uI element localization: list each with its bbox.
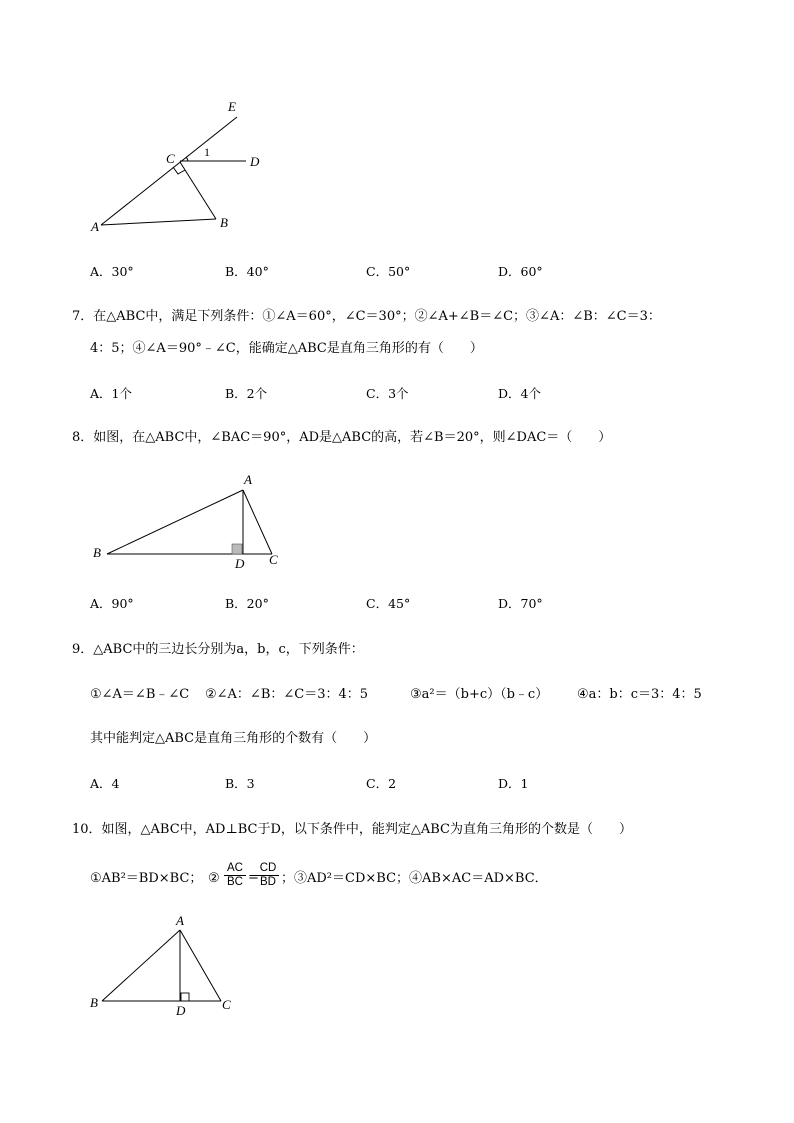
figure-q6	[80, 95, 280, 240]
segment-a-b	[101, 219, 216, 225]
q9-option-c: C．2	[366, 776, 397, 791]
fraction-ac-bc	[224, 862, 246, 889]
q9-option-d: D．1	[498, 776, 529, 791]
line-a-e	[101, 117, 237, 225]
label-1: 1	[204, 145, 210, 159]
label-d: D	[235, 556, 245, 571]
q10-stem: 10．如图，△ABC中，AD⊥BC于D，以下条件中，能判定△ABC为直角三角形的个数是（ ）	[72, 822, 632, 837]
label-c: C	[166, 151, 175, 166]
label-b: B	[93, 545, 101, 560]
label-e: E	[228, 99, 236, 114]
right-angle-mark	[181, 993, 189, 1001]
label-c: C	[269, 552, 278, 567]
q6-option-b: B．40°	[225, 264, 269, 279]
q8-option-d: D．70°	[498, 596, 543, 611]
q7-option-b: B．2个	[225, 386, 268, 401]
fraction-numerator: CD	[257, 862, 279, 876]
q9-option-b: B．3	[225, 776, 255, 791]
fraction-denominator: BD	[260, 876, 276, 888]
q9-stem: 9．△ABC中的三边长分别为a，b，c，下列条件：	[72, 642, 364, 657]
q6-option-c: C．50°	[366, 264, 411, 279]
fraction-equals: =	[248, 870, 259, 885]
q7-stem-line2: 4：5；④∠A＝90°﹣∠C，能确定△ABC是直角三角形的有（ ）	[90, 341, 483, 356]
segment-c-b	[180, 162, 216, 219]
right-angle-mark	[173, 167, 185, 174]
segment-b-a	[107, 490, 243, 554]
q9-question: 其中能判定△ABC是直角三角形的个数有（ ）	[90, 731, 377, 746]
q7-option-d: D．4个	[498, 386, 541, 401]
q8-stem: 8．如图，在△ABC中，∠BAC＝90°，AD是△ABC的高，若∠B＝20°，则∠DAC＝（ ）	[72, 430, 612, 445]
q9-condition-4: ④a：b：c＝3：4：5	[577, 687, 702, 702]
q9-condition-3: ③a²＝（b+c）（b﹣c）	[410, 687, 549, 702]
q8-option-c: C．45°	[366, 596, 411, 611]
q8-option-a: A．90°	[90, 596, 134, 611]
figure-q8	[85, 468, 295, 573]
q7-stem-line1: 7．在△ABC中，满足下列条件：①∠A＝60°，∠C＝30°；②∠A+∠B＝∠C；③∠A：∠B：∠C＝3：	[72, 309, 661, 324]
fraction-denominator: BC	[227, 876, 243, 888]
q10-condition-1: ①AB²＝BD×BC；	[90, 871, 203, 886]
fraction-numerator: AC	[224, 862, 246, 876]
segment-a-c	[180, 930, 221, 1001]
q8-option-b: B．20°	[225, 596, 269, 611]
label-a: A	[176, 913, 184, 928]
label-d: D	[250, 154, 260, 169]
label-d: D	[176, 1003, 186, 1018]
q9-condition-1: ①∠A＝∠B﹣∠C	[90, 687, 190, 702]
label-b: B	[220, 215, 228, 230]
label-a: A	[244, 472, 252, 487]
segment-b-a	[102, 930, 180, 1001]
q9-condition-2: ②∠A：∠B：∠C＝3：4：5	[205, 687, 369, 702]
q6-option-a: A．30°	[90, 264, 134, 279]
label-b: B	[90, 995, 98, 1010]
q10-condition-2-prefix: ②	[208, 871, 220, 886]
q7-option-a: A．1个	[90, 386, 132, 401]
segment-a-c	[243, 490, 272, 554]
label-c: C	[222, 997, 231, 1012]
right-angle-mark	[232, 544, 242, 554]
q7-option-c: C．3个	[366, 386, 409, 401]
q10-conditions-rest: ；③AD²＝CD×BC；④AB×AC＝AD×BC．	[281, 871, 548, 886]
figure-q10	[80, 912, 250, 1022]
q6-option-d: D．60°	[498, 264, 543, 279]
angle-1-arc	[186, 157, 188, 161]
fraction-cd-bd	[257, 862, 279, 889]
q9-option-a: A．4	[90, 776, 120, 791]
label-a: A	[91, 219, 99, 234]
